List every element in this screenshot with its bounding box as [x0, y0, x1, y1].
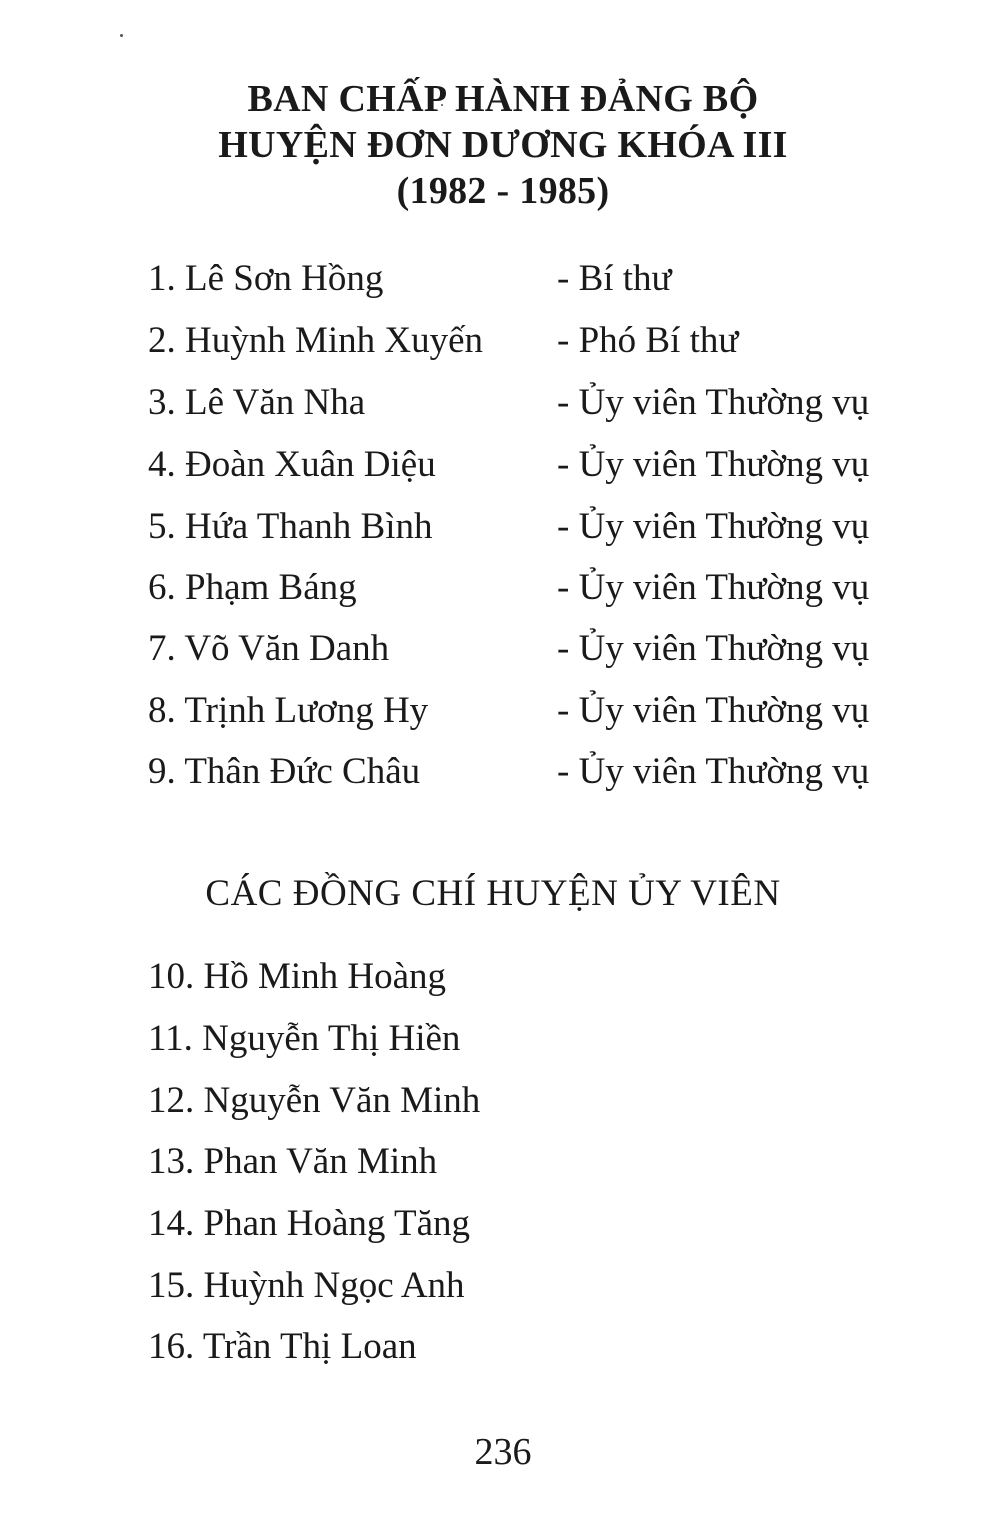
member-role: - Ủy viên Thường vụ: [557, 690, 870, 731]
member-name: 15. Huỳnh Ngọc Anh: [148, 1265, 465, 1306]
member-role: - Ủy viên Thường vụ: [557, 567, 870, 608]
document-title-line-2: HUYỆN ĐƠN DƯƠNG KHÓA III: [218, 124, 788, 166]
member-name: 2. Huỳnh Minh Xuyến: [148, 320, 484, 361]
member-role: - Ủy viên Thường vụ: [557, 628, 870, 669]
member-name: 6. Phạm Báng: [148, 567, 357, 608]
member-role: - Ủy viên Thường vụ: [557, 751, 870, 792]
member-role: - Ủy viên Thường vụ: [557, 506, 870, 547]
member-role: - Phó Bí thư: [557, 320, 739, 361]
member-name: 9. Thân Đức Châu: [148, 751, 421, 792]
document-title-line-1: BAN CHẤP HÀNH ĐẢNG BỘ: [247, 78, 759, 120]
member-name: 11. Nguyễn Thị Hiền: [148, 1018, 461, 1059]
scan-speck: [120, 34, 123, 37]
member-role: - Ủy viên Thường vụ: [557, 444, 870, 485]
member-name: 14. Phan Hoàng Tăng: [148, 1203, 470, 1244]
member-name: 12. Nguyễn Văn Minh: [148, 1080, 481, 1121]
member-name: 7. Võ Văn Danh: [148, 628, 390, 669]
member-name: 13. Phan Văn Minh: [148, 1141, 438, 1182]
member-name: 3. Lê Văn Nha: [148, 382, 366, 423]
member-name: 16. Trần Thị Loan: [148, 1326, 417, 1367]
member-role: - Ủy viên Thường vụ: [557, 382, 870, 423]
document-title-term: (1982 - 1985): [396, 170, 610, 212]
member-role: - Bí thư: [557, 258, 672, 299]
member-name: 10. Hồ Minh Hoàng: [148, 956, 447, 997]
section-heading: CÁC ĐỒNG CHÍ HUYỆN ỦY VIÊN: [205, 873, 781, 914]
member-name: 5. Hứa Thanh Bình: [148, 506, 433, 547]
member-name: 1. Lê Sơn Hồng: [148, 258, 384, 299]
member-name: 8. Trịnh Lương Hy: [148, 690, 429, 731]
page-number: 236: [474, 1431, 532, 1473]
member-name: 4. Đoàn Xuân Diệu: [148, 444, 436, 485]
